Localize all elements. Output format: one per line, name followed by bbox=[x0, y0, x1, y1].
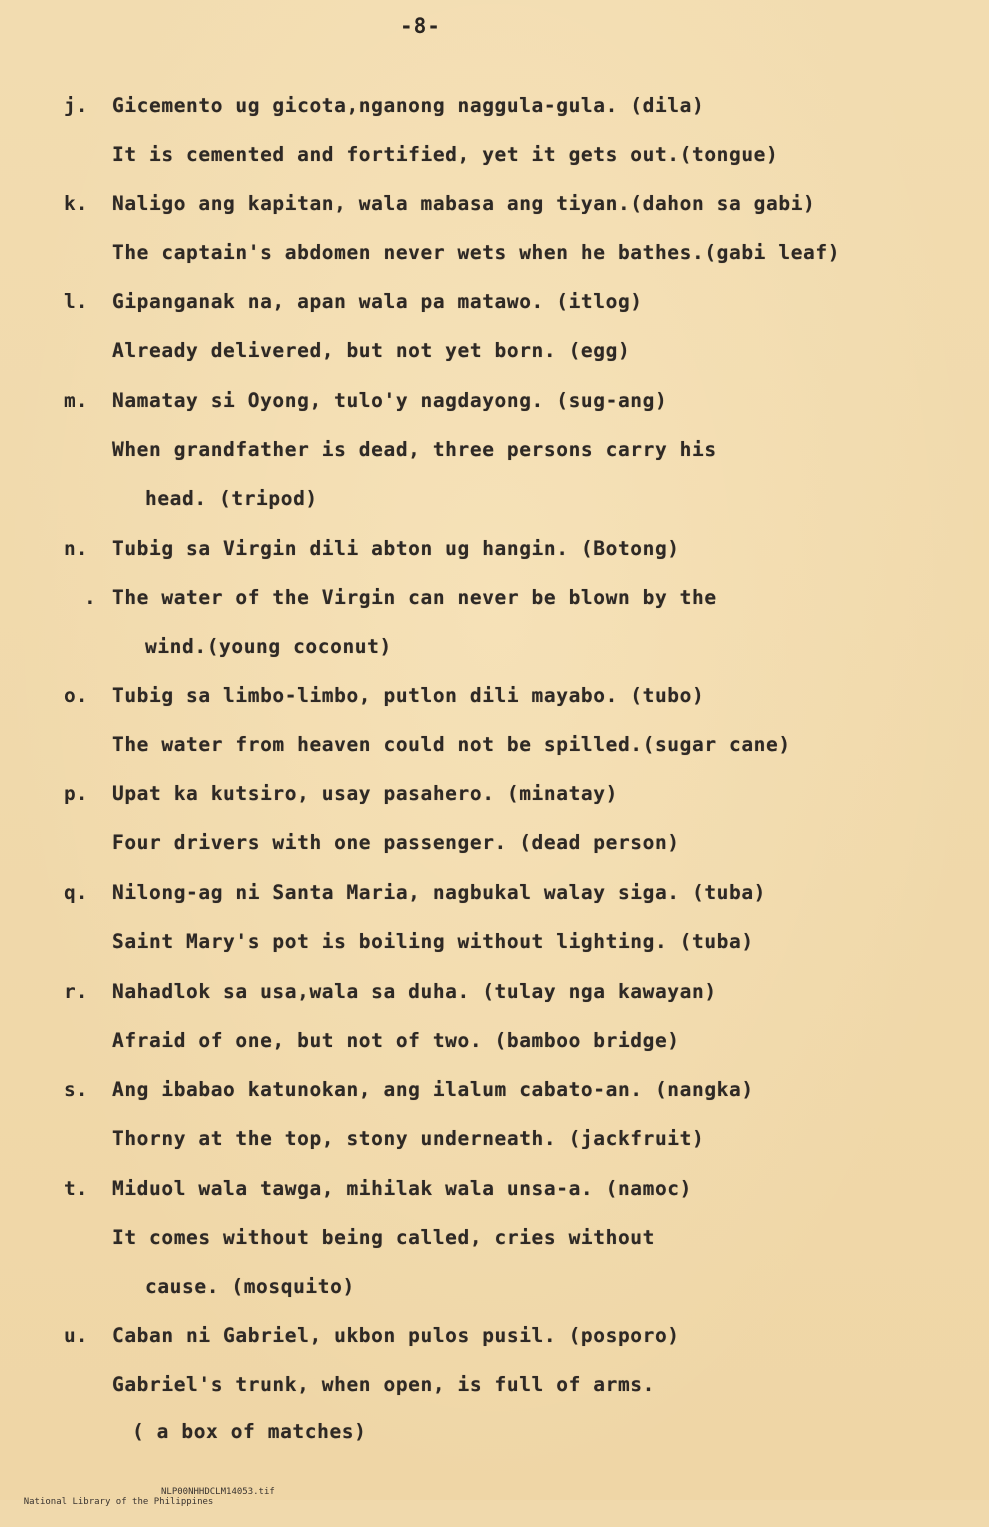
footer-filename: NLP00NHHDCLM14053.tif bbox=[161, 1487, 275, 1497]
riddle-english-line: When grandfather is dead, three persons carry his bbox=[112, 438, 717, 461]
riddle-marker: o. bbox=[64, 684, 88, 707]
riddle-cebuano-line: Namatay si Oyong, tulo'y nagdayong. (sug-ang) bbox=[112, 389, 668, 412]
stray-mark: . bbox=[84, 586, 96, 609]
riddle-english-line: The water from heaven could not be spilled.(sugar cane) bbox=[112, 733, 791, 756]
riddle-english-line: Thorny at the top, stony underneath. (jackfruit) bbox=[112, 1127, 705, 1150]
riddle-cebuano-line: Gicemento ug gicota,nganong naggula-gula. (dila) bbox=[112, 94, 705, 117]
riddle-english-line-continued: cause. (mosquito) bbox=[145, 1275, 355, 1298]
riddle-marker: m. bbox=[64, 389, 88, 412]
riddle-marker: k. bbox=[64, 192, 88, 215]
riddle-english-line: Four drivers with one passenger. (dead person) bbox=[112, 831, 680, 854]
page-number: -8- bbox=[400, 14, 441, 38]
scan-footer bbox=[2, 1487, 275, 1527]
riddle-cebuano-line: Caban ni Gabriel, ukbon pulos pusil. (posporo) bbox=[112, 1324, 680, 1347]
riddle-english-line: It is cemented and fortified, yet it gets out.(tongue) bbox=[112, 143, 779, 166]
riddle-english-line: Saint Mary's pot is boiling without lighting. (tuba) bbox=[112, 930, 754, 953]
riddle-english-line: The water of the Virgin can never be blown by the bbox=[112, 586, 717, 609]
riddle-english-line-continued: head. (tripod) bbox=[145, 487, 318, 510]
riddle-cebuano-line: Ang ibabao katunokan, ang ilalum cabato-an. (nangka) bbox=[112, 1078, 754, 1101]
riddle-english-line: Already delivered, but not yet born. (egg) bbox=[112, 339, 631, 362]
riddle-marker: l. bbox=[64, 290, 88, 313]
riddle-marker: q. bbox=[64, 881, 88, 904]
riddle-marker: r. bbox=[64, 980, 88, 1003]
riddle-cebuano-line: Naligo ang kapitan, wala mabasa ang tiyan.(dahon sa gabi) bbox=[112, 192, 816, 215]
riddle-marker: n. bbox=[64, 537, 88, 560]
riddle-cebuano-line: Gipanganak na, apan wala pa matawo. (itlog) bbox=[112, 290, 643, 313]
riddle-marker: j. bbox=[64, 94, 88, 117]
riddle-english-line: Afraid of one, but not of two. (bamboo bridge) bbox=[112, 1029, 680, 1052]
riddle-english-line-continued: wind.(young coconut) bbox=[145, 635, 392, 658]
riddle-cebuano-line: Nilong-ag ni Santa Maria, nagbukal walay siga. (tuba) bbox=[112, 881, 767, 904]
riddle-cebuano-line: Miduol wala tawga, mihilak wala unsa-a. (namoc) bbox=[112, 1177, 692, 1200]
riddle-marker: s. bbox=[64, 1078, 88, 1101]
riddle-english-line: The captain's abdomen never wets when he bathes.(gabi leaf) bbox=[112, 241, 841, 264]
riddle-marker: t. bbox=[64, 1177, 88, 1200]
footer-institution: National Library of the Philippines bbox=[23, 1497, 214, 1507]
riddle-cebuano-line: Tubig sa Virgin dili abton ug hangin. (Botong) bbox=[112, 537, 680, 560]
riddle-marker: u. bbox=[64, 1324, 88, 1347]
riddle-cebuano-line: Tubig sa limbo-limbo, putlon dili mayabo. (tubo) bbox=[112, 684, 705, 707]
riddle-english-line-continued: ( a box of matches) bbox=[132, 1420, 367, 1443]
riddle-cebuano-line: Upat ka kutsiro, usay pasahero. (minatay) bbox=[112, 782, 618, 805]
riddle-marker: p. bbox=[64, 782, 88, 805]
riddle-english-line: Gabriel's trunk, when open, is full of arms. bbox=[112, 1373, 655, 1396]
riddle-cebuano-line: Nahadlok sa usa,wala sa duha. (tulay nga kawayan) bbox=[112, 980, 717, 1003]
riddle-english-line: It comes without being called, cries without bbox=[112, 1226, 655, 1249]
